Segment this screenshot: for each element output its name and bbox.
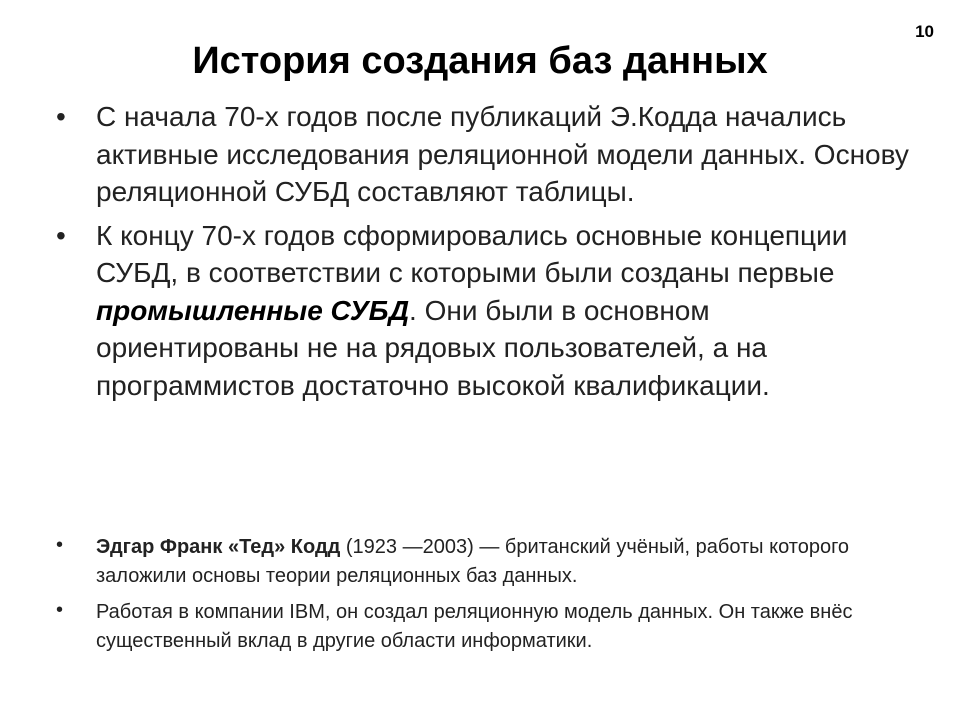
bullet-text: С начала 70-х годов после публикаций Э.Кодда начались активные исследования реляционной модели данных. Основу реляционной СУБД составляют таблицы. (96, 101, 909, 207)
note-item-codd-bio (56, 533, 916, 591)
bullet-text-end: . Они были в основном ориентированы не на рядовых пользователей, а на программистов достаточно высокой квалификации. (96, 294, 770, 401)
note-bullet-list (56, 533, 916, 663)
bullet-icon: • (56, 599, 64, 621)
bullet-icon: • (56, 219, 66, 251)
slide-title: История создания баз данных (192, 40, 768, 82)
slide-number: 10 (915, 22, 934, 41)
bullet-icon: • (56, 101, 66, 132)
note-text: Работая в компании IBM, он создал реляционную модель данных. Он также внёс существенный вклад в другие области информатики. (96, 601, 853, 652)
bullet-icon: • (56, 534, 64, 556)
bullet-text-start: К концу 70-х годов сформировались основные концепции СУБД, в соответствии с которыми были созданы первые (96, 219, 848, 288)
bullet-item-industrial-dbms (56, 217, 916, 405)
bullet-emphasis: промышленные СУБД (96, 294, 410, 326)
person-name: Эдгар Франк «Тед» Кодд (96, 536, 341, 558)
main-bullet-list (56, 98, 916, 410)
note-text: (1923 —2003) — британский учёный, работы которого заложили основы теории реляционных баз данных. (96, 536, 850, 587)
note-item-ibm (56, 598, 916, 656)
bullet-item-relational-research (56, 98, 916, 211)
